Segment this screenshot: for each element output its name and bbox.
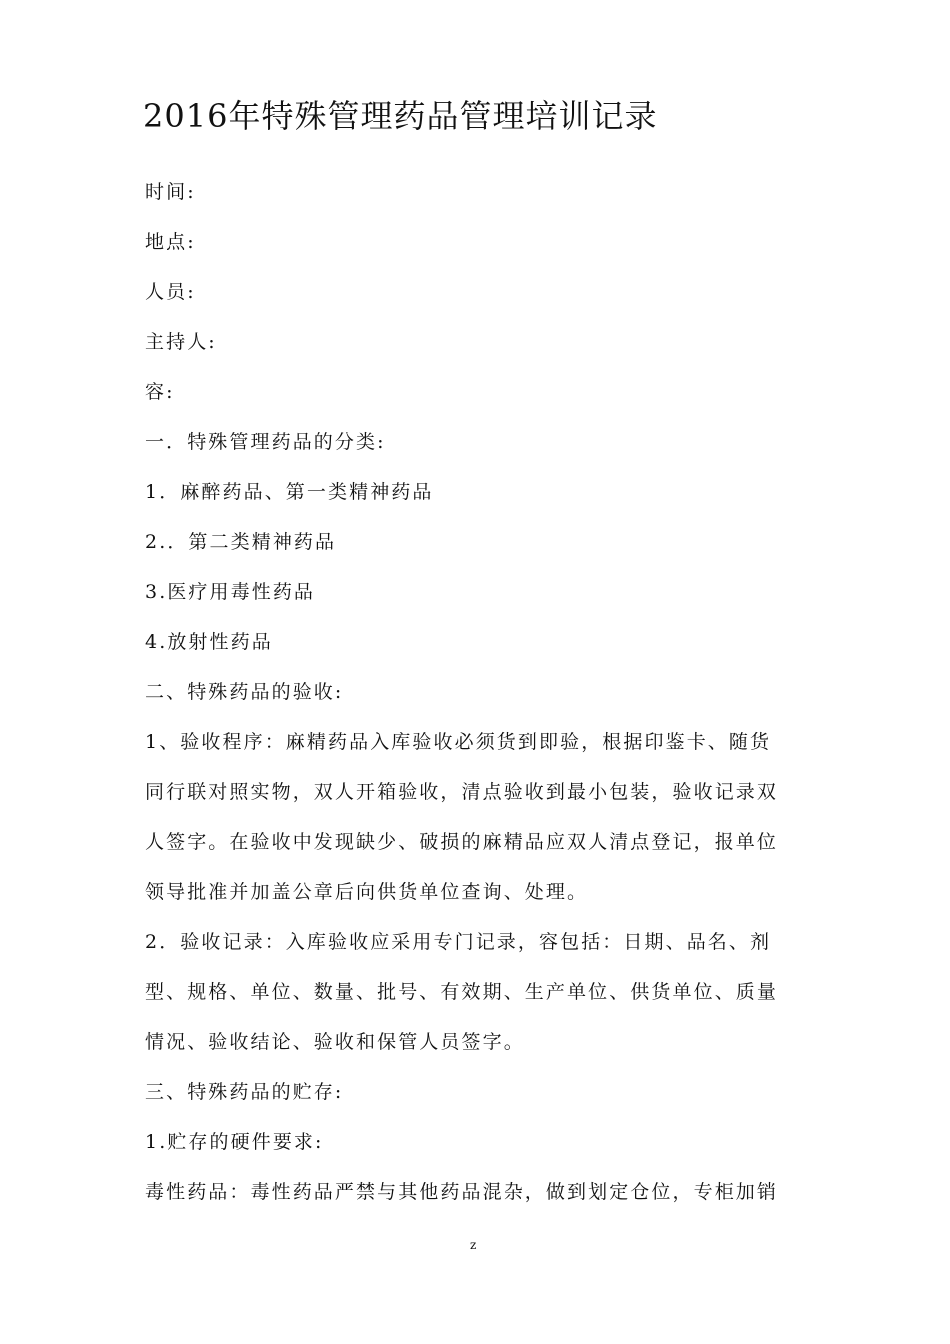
text-line: 1.贮存的硬件要求: (145, 1131, 324, 1153)
text-line-content: 容: (145, 381, 175, 403)
page-footer: z (470, 1238, 477, 1252)
text-line: 2．验收记录：入库验收应采用专门记录，容包括：日期、品名、剂 (145, 931, 772, 953)
text-line: 1．麻醉药品、第一类精神药品 (145, 481, 434, 503)
section-heading-acceptance: 二、特殊药品的验收: (145, 681, 344, 703)
text-line: 毒性药品：毒性药品严禁与其他药品混杂，做到划定仓位，专柜加销 (145, 1181, 779, 1203)
section-heading-storage: 三、特殊药品的贮存: (145, 1081, 344, 1103)
text-line-location: 地点: (145, 231, 196, 253)
text-line-time: 时间: (145, 181, 196, 203)
text-line: 2.．第二类精神药品 (145, 531, 337, 553)
text-line: 1、验收程序：麻精药品入库验收必须货到即验，根据印鉴卡、随货 (145, 731, 772, 753)
text-line: 型、规格、单位、数量、批号、有效期、生产单位、供货单位、质量 (145, 981, 779, 1003)
text-line: 4.放射性药品 (145, 631, 273, 653)
text-line-personnel: 人员: (145, 281, 196, 303)
text-line: 领导批准并加盖公章后向供货单位查询、处理。 (145, 881, 589, 903)
text-line: 人签字。在验收中发现缺少、破损的麻精品应双人清点登记，报单位 (145, 831, 779, 853)
text-line: 3.医疗用毒性药品 (145, 581, 316, 603)
section-heading-classification: 一．特殊管理药品的分类: (145, 431, 386, 453)
text-line: 情况、验收结论、验收和保管人员签字。 (145, 1031, 525, 1053)
text-line: 同行联对照实物，双人开箱验收，清点验收到最小包装，验收记录双 (145, 781, 779, 803)
text-line-host: 主持人: (145, 331, 217, 353)
document-title: 2016年特殊管理药品管理培训记录 (143, 97, 658, 135)
